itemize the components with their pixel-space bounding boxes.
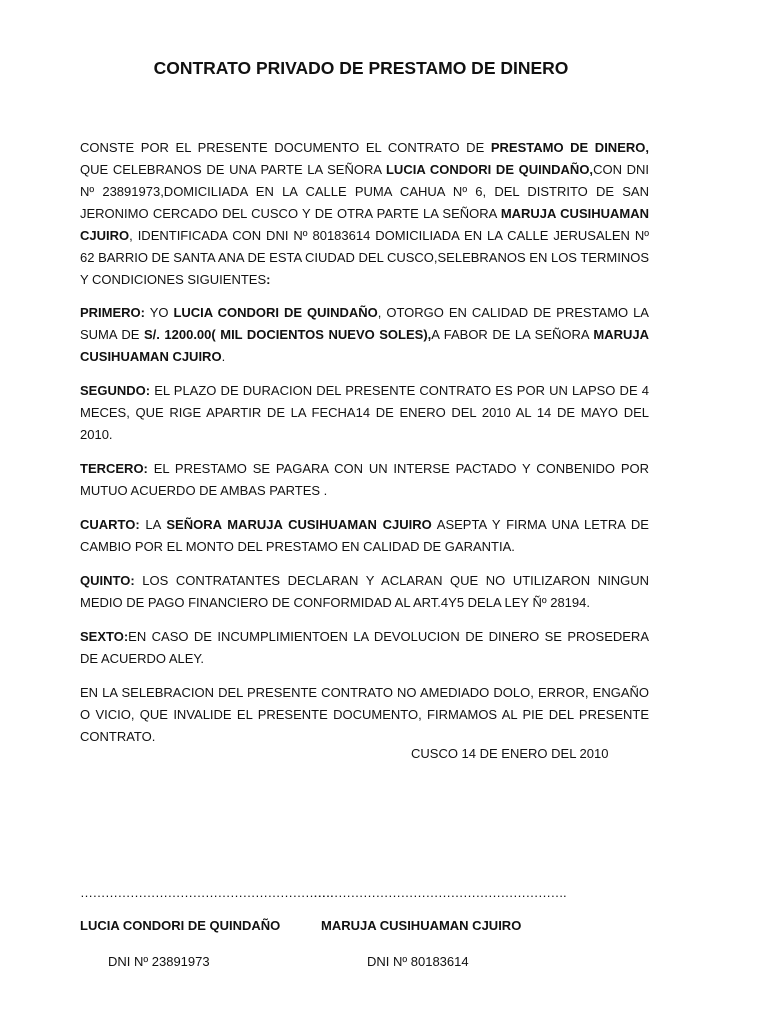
signatory-dni-left: DNI Nº 23891973 [108, 954, 210, 969]
intro-bold-4: : [266, 272, 271, 287]
document-title: CONTRATO PRIVADO DE PRESTAMO DE DINERO [153, 58, 569, 78]
primero-bold-2: S/. 1200.00( MIL DOCIENTOS NUEVO SOLES), [143, 327, 432, 342]
clause-label-quinto: QUINTO: [80, 573, 135, 588]
intro-bold-2: LUCIA CONDORI DE QUINDAÑO, [385, 162, 594, 177]
primero-text-4: . [221, 349, 226, 364]
intro-text-3: CON DNI Nº 23891973,DOMICILIADA EN LA CALLE PUMA CAHUA Nº 6, DEL DISTRITO DE SAN JERONIMO CERCADO DEL CUSCO Y DE OTRA PARTE LA SEÑORA [80, 162, 650, 221]
clause-primero [80, 302, 649, 368]
signatory-dni-right: DNI Nº 80183614 [367, 954, 469, 969]
primero-text-3: A FABOR DE LA SEÑORA [431, 327, 594, 342]
signature-line-left: ……………………………………………………. [80, 885, 334, 900]
signatory-name-left: LUCIA CONDORI DE QUINDAÑO [80, 918, 281, 933]
closing-paragraph: EN LA SELEBRACION DEL PRESENTE CONTRATO NO AMEDIADO DOLO, ERROR, ENGAÑO O VICIO, QUE INVALIDE EL PRESENTE DOCUMENTO, FIRMAMOS AL PIE DEL PRESENTE CONTRATO. [80, 685, 649, 744]
clause-label-cuarto: CUARTO: [80, 517, 140, 532]
primero-text-1: YO [145, 305, 174, 320]
clause-label-sexto: SEXTO: [80, 629, 129, 644]
intro-bold-3: MARUJA CUSIHUAMAN CJUIRO [80, 206, 649, 243]
clause-sexto [80, 626, 649, 670]
clause-label-tercero: TERCERO: [80, 461, 148, 476]
primero-text-2: , OTORGO EN CALIDAD DE PRESTAMO LA SUMA DE [80, 305, 649, 342]
tercero-text: EL PRESTAMO SE PAGARA CON UN INTERSE PACTADO Y CONBENIDO POR MUTUO ACUERDO DE AMBAS PARTES . [80, 461, 649, 498]
clause-label-segundo: SEGUNDO: [80, 383, 151, 398]
clause-quinto [80, 570, 649, 614]
intro-text-2: QUE CELEBRANOS DE UNA PARTE LA SEÑORA [80, 162, 386, 177]
clause-tercero [80, 458, 649, 502]
intro-bold-1: PRESTAMO DE DINERO, [490, 140, 649, 155]
clause-cuarto [80, 514, 649, 558]
intro-text-4: , IDENTIFICADA CON DNI Nº 80183614 DOMICILIADA EN LA CALLE JERUSALEN Nº 62 BARRIO DE SANTA ANA DE ESTA CIUDAD DEL CUSCO,SELEBRANOS EN LOS TERMINOS Y CONDICIONES SIGUIENTES [80, 228, 649, 287]
signing-date: CUSCO 14 DE ENERO DEL 2010 [411, 746, 609, 761]
clause-label-primero: PRIMERO: [80, 305, 145, 320]
sexto-text: EN CASO DE INCUMPLIMIENTOEN LA DEVOLUCION DE DINERO SE PROSEDERA DE ACUERDO ALEY. [80, 629, 649, 666]
intro-text-1: CONSTE POR EL PRESENTE DOCUMENTO EL CONTRATO DE [80, 140, 491, 155]
quinto-text: LOS CONTRATANTES DECLARAN Y ACLARAN QUE NO UTILIZARON NINGUN MEDIO DE PAGO FINANCIERO DE CONFORMIDAD AL ART.4Y5 DELA LEY Ñº 28194. [80, 573, 649, 610]
signatory-name-right: MARUJA CUSIHUAMAN CJUIRO [321, 918, 522, 933]
cuarto-text-1: LA [139, 517, 167, 532]
primero-bold-3: MARUJA CUSIHUAMAN CJUIRO [80, 327, 649, 364]
segundo-text: EL PLAZO DE DURACION DEL PRESENTE CONTRATO ES POR UN LAPSO DE 4 MECES, QUE RIGE APARTIR DE LA FECHA14 DE ENERO DEL 2010 AL 14 DE MAYO DEL 2010. [80, 383, 649, 442]
cuarto-text-2: ASEPTA Y FIRMA UNA LETRA DE CAMBIO POR EL MONTO DEL PRESTAMO EN CALIDAD DE GARANTIA. [80, 517, 649, 554]
primero-bold-1: LUCIA CONDORI DE QUINDAÑO [173, 305, 378, 320]
cuarto-bold-1: SEÑORA MARUJA CUSIHUAMAN CJUIRO [166, 517, 432, 532]
contract-body [80, 137, 649, 760]
clause-segundo [80, 380, 649, 446]
signature-line-right: ……………………………………………………. [313, 885, 567, 900]
intro-paragraph [80, 137, 649, 291]
